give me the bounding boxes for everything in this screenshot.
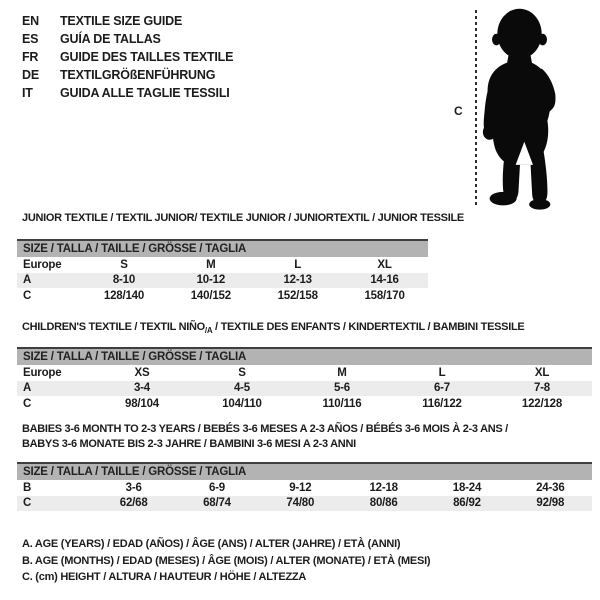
size-cell: M xyxy=(206,258,216,271)
legend-row: A. AGE (YEARS) / EDAD (AÑOS) / ÂGE (ANS) / ALTER (JAHRE) / ETÀ (ANNI) xyxy=(22,538,401,550)
size-cell: 10-12 xyxy=(196,274,226,287)
size-cell: 62/68 xyxy=(119,497,148,510)
babies-table-title-line1: BABIES 3-6 MONTH TO 2-3 YEARS / BEBÉS 3-6 MESES A 2-3 AÑOS / BÉBÉS 3-6 MOIS À 2-3 ANS / xyxy=(22,423,508,435)
size-cell: 6-7 xyxy=(433,382,451,395)
size-cell: XS xyxy=(134,366,150,379)
size-cell: 3-4 xyxy=(133,382,151,395)
size-cell: 152/158 xyxy=(277,289,318,302)
size-cell: 128/140 xyxy=(103,289,145,302)
language-row xyxy=(22,30,233,48)
size-cell: 74/80 xyxy=(286,497,315,510)
size-cell: S xyxy=(238,366,246,379)
children-title-subscript: /A xyxy=(204,326,213,335)
size-cell: XL xyxy=(377,258,392,271)
row-label: C xyxy=(23,397,32,410)
table-row xyxy=(17,381,592,397)
size-cell: 92/98 xyxy=(536,497,565,510)
language-row xyxy=(22,66,233,84)
size-cell: M xyxy=(337,366,347,379)
table-row xyxy=(17,396,592,412)
row-label: A xyxy=(23,382,32,395)
table-row xyxy=(17,273,428,289)
language-row xyxy=(22,48,233,66)
size-cell: 122/128 xyxy=(521,397,563,410)
row-label: Europe xyxy=(23,258,62,271)
table-row xyxy=(17,288,428,304)
list-item-code: ES xyxy=(22,32,39,46)
size-cell: 140/152 xyxy=(190,289,231,302)
language-row xyxy=(22,84,233,102)
size-cell: 80/86 xyxy=(369,497,398,510)
size-cell: L xyxy=(294,258,302,271)
size-cell: 6-9 xyxy=(208,481,225,494)
row-label: Europe xyxy=(23,366,62,379)
table-row xyxy=(17,257,428,273)
size-cell: 116/122 xyxy=(422,397,462,410)
height-measure-label: C xyxy=(454,104,463,118)
legend-row: B. AGE (MONTHS) / EDAD (MESES) / ÂGE (MOIS) / ALTER (MONATE) / ETÀ (MESI) xyxy=(22,554,431,567)
size-cell: 110/116 xyxy=(322,397,362,410)
size-header-bar: SIZE / TALLA / TAILLE / GRÖSSE / TAGLIA xyxy=(17,347,592,365)
language-title-block xyxy=(22,12,233,102)
size-cell: 158/170 xyxy=(364,289,405,302)
children-title-pre: CHILDREN'S TEXTILE / TEXTIL NIÑO xyxy=(22,321,205,333)
list-item-code: FR xyxy=(22,50,39,64)
height-dotted-line-icon xyxy=(475,10,477,207)
child-figure xyxy=(440,0,600,220)
list-item-label: TEXTILE SIZE GUIDE xyxy=(60,14,183,28)
size-cell: S xyxy=(120,258,128,271)
size-cell: 24-36 xyxy=(536,481,565,494)
language-row xyxy=(22,12,233,30)
size-header-bar: SIZE / TALLA / TAILLE / GRÖSSE / TAGLIA xyxy=(17,462,592,480)
junior-size-table xyxy=(17,239,428,304)
size-cell: 86/92 xyxy=(453,497,481,510)
size-cell: 12-18 xyxy=(369,481,398,494)
size-cell: 12-13 xyxy=(283,274,312,287)
list-item-code: IT xyxy=(22,86,33,100)
measure-legend xyxy=(22,536,430,586)
children-table-title xyxy=(22,321,524,335)
size-cell: 4-5 xyxy=(233,382,251,395)
list-item-label: TEXTILGRÖßENFÜHRUNG xyxy=(60,68,216,82)
row-label: C xyxy=(23,289,32,302)
children-size-table xyxy=(17,347,592,412)
size-cell: XL xyxy=(534,366,550,379)
row-label: B xyxy=(23,481,32,494)
list-item-label: GUIDE DES TAILLES TEXTILE xyxy=(60,50,234,64)
table-row xyxy=(17,496,592,512)
size-cell: 104/110 xyxy=(222,397,262,410)
size-cell: 68/74 xyxy=(203,497,231,510)
table-row xyxy=(17,480,592,496)
size-cell: 5-6 xyxy=(333,382,351,395)
size-cell: 8-10 xyxy=(112,274,136,287)
row-label: C xyxy=(23,497,32,510)
size-cell: L xyxy=(438,366,446,379)
children-title-post: / TEXTILE DES ENFANTS / KINDERTEXTIL / BAMBINI TESSILE xyxy=(212,321,525,333)
babies-table xyxy=(17,480,592,511)
junior-table-title: JUNIOR TEXTILE / TEXTIL JUNIOR/ TEXTILE JUNIOR / JUNIORTEXTIL / JUNIOR TESSILE xyxy=(22,212,464,224)
row-label: A xyxy=(23,274,32,287)
size-cell: 18-24 xyxy=(452,481,482,494)
list-item-code: EN xyxy=(22,14,39,28)
size-cell: 98/104 xyxy=(125,397,159,410)
junior-table xyxy=(17,257,428,304)
table-row xyxy=(17,365,592,381)
children-table xyxy=(17,365,592,412)
legend-row: C. (cm) HEIGHT / ALTURA / HAUTEUR / HÖHE / ALTEZZA xyxy=(22,571,307,583)
toddler-silhouette-icon xyxy=(480,5,586,211)
babies-table-title-line2: BABYS 3-6 MONATE BIS 2-3 JAHRE / BAMBINI 3-6 MESI A 2-3 ANNI xyxy=(22,438,356,450)
size-cell: 7-8 xyxy=(533,382,551,395)
size-header-bar: SIZE / TALLA / TAILLE / GRÖSSE / TAGLIA xyxy=(17,239,428,257)
size-cell: 14-16 xyxy=(370,274,399,287)
list-item-label: GUÍA DE TALLAS xyxy=(60,32,161,46)
list-item-label: GUIDA ALLE TAGLIE TESSILI xyxy=(60,86,230,100)
size-cell: 3-6 xyxy=(125,481,142,494)
babies-size-table xyxy=(17,462,592,511)
size-cell: 9-12 xyxy=(289,481,312,494)
list-item-code: DE xyxy=(22,68,39,82)
